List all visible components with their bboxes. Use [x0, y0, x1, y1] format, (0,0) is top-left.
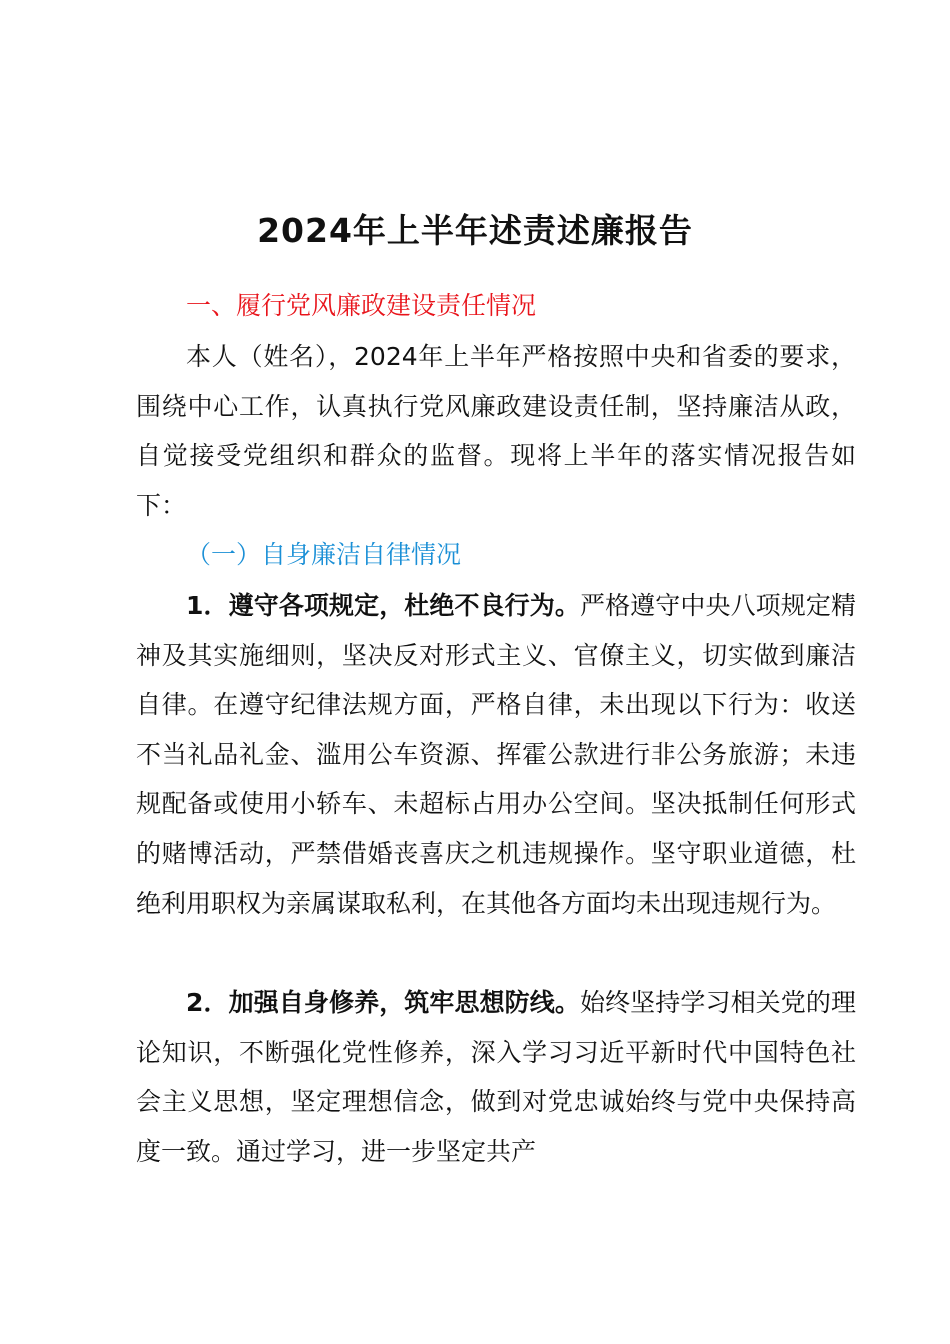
item-lead: 1．遵守各项规定，杜绝不良行为。: [186, 591, 580, 620]
item-lead: 2．加强自身修养，筑牢思想防线。: [186, 988, 580, 1017]
document-title: 2024年上半年述责述廉报告: [257, 211, 693, 250]
item-body: 严格遵守中央八项规定精神及其实施细则，坚决反对形式主义、官僚主义，切实做到廉洁自律。在遵守纪律法规方面，严格自律，未出现以下行为：收送不当礼品礼金、滥用公车资源、挥霍公款进行非公务旅游；未违规配备或使用小轿车、未超标占用办公空间。坚决抵制任何形式的赌博活动，严禁借婚丧喜庆之机违规操作。坚守职业道德，杜绝利用职权为亲属谋取私利，在其他各方面均未出现违规行为。: [136, 591, 856, 918]
list-item: [136, 978, 856, 1176]
list-item: [136, 581, 856, 928]
section-heading: 一、履行党风廉政建设责任情况: [186, 291, 537, 320]
item-body: 始终坚持学习相关党的理论知识，不断强化党性修养，深入学习习近平新时代中国特色社会主义思想，坚定理想信念，做到对党忠诚始终与党中央保持高度一致。通过学习，进一步坚定共产: [136, 988, 856, 1166]
subsection-heading: （一）自身廉洁自律情况: [186, 540, 462, 569]
intro-paragraph: 本人（姓名），2024年上半年严格按照中央和省委的要求，围绕中心工作，认真执行党风廉政建设责任制，坚持廉洁从政，自觉接受党组织和群众的监督。现将上半年的落实情况报告如下：: [136, 342, 856, 520]
